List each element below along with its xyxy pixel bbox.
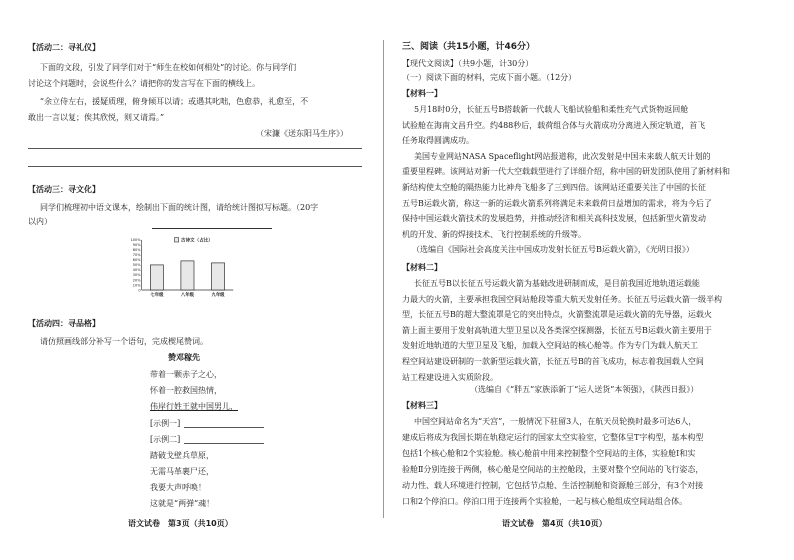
act2-intro-line: 讨论这个问题时，会说些什么？请把你的发言写在下面的横线上。 (28, 79, 260, 88)
body-line: 5月18时0分，长征五号B搭载新一代载人飞船试验船和柔性充气式货物返回舱 (414, 105, 689, 114)
legend-label: 古诗文（占比） (180, 238, 213, 244)
poem-line: 怀着一腔救国热情， (150, 386, 222, 395)
y-tick-label: 70% (132, 253, 141, 258)
sub-heading: 【现代文阅读】（共9小题，计30分） (402, 59, 534, 68)
body-line: 站工程建设进入实质阶段。 (402, 372, 498, 382)
act3-intro-line: 同学们梳理初中语文课本，绘制出下面的统计图，请给统计图拟写标题。（20字 (40, 203, 319, 212)
poem-line: 带着一颗赤子之心， (150, 370, 222, 379)
poem-line: 踏破戈壁兵草原， (150, 451, 214, 460)
body-line: 包括1个核心舱和2个实验舱。核心舱前中用来控制整个空间站的主体，实验舱Ⅰ和实 (402, 449, 696, 458)
act2-source: （宋濂《送东阳马生序》） (256, 129, 348, 138)
material-1-source: （选编自《国际社会高度关注中国成功发射长征五号B运载火箭》，《光明日报》） (412, 245, 694, 254)
act2-intro-line: 下面的文段，引发了同学们对于“师生在校如何相处”的讨论。你与同学们 (40, 63, 297, 72)
x-tick-label: 七年级 (150, 293, 164, 298)
material-1-heading: 【材料一】 (402, 89, 442, 98)
example-1-blank[interactable] (184, 427, 264, 428)
material-2-heading: 【材料二】 (402, 263, 442, 272)
legend-swatch (174, 238, 178, 242)
body-line: 长征五号B以长征五号运载火箭为基础改进研制而成，是目前我国近地轨道运载能 (414, 279, 700, 288)
y-tick-label: 90% (132, 243, 141, 248)
example-2-blank[interactable] (184, 443, 264, 444)
y-tick-label: 30% (132, 273, 141, 278)
bar (211, 263, 224, 290)
y-tick-label: 100% (130, 238, 141, 243)
example-2-label: [示例二] (150, 435, 181, 444)
act2-quote-line: “余立侍左右，援疑质理，俯身倾耳以请；或遇其叱咄，色愈恭，礼愈至，不 (40, 97, 309, 106)
body-line: 验舱Ⅱ分别连接于两侧，核心舱是空间站的主控舱段，主要对整个空间站的飞行姿态， (402, 465, 704, 474)
act4-heading: 【活动四：寻品格】 (28, 319, 100, 328)
bar-chart (122, 232, 242, 300)
body-line: 任务取得圆满成功。 (402, 136, 474, 146)
poem-title: 赞邓稼先 (168, 352, 200, 362)
act3-intro-line: 以内） (28, 217, 52, 226)
body-line: 口和2个停泊口。停泊口用于连接两个实验舱，一起与核心舱组成空间站组合体。 (402, 497, 688, 506)
act2-heading: 【活动二：寻礼仪】 (28, 43, 100, 52)
body-line: 试验舱在海南文昌升空。约488秒后，载荷组合体与火箭成功分离进入预定轨道，首飞 (402, 120, 706, 130)
y-tick-label: 20% (132, 278, 141, 283)
poem-line: 我要大声呼唤！ (150, 483, 206, 492)
act3-heading: 【活动三：寻文化】 (28, 185, 100, 194)
chart-title-line[interactable] (152, 228, 272, 229)
y-tick-label: 80% (132, 248, 141, 253)
x-tick-label: 九年级 (211, 293, 225, 298)
material-3-heading: 【材料三】 (402, 401, 442, 410)
section-heading: 三、阅读（共15小题，计46分） (402, 42, 536, 52)
example-1-label: [示例一] (150, 419, 181, 428)
body-line: 力最大的火箭，主要承担我国空间站舱段等重大航天发射任务。长征五号运载火箭一级半构 (402, 294, 722, 304)
body-line: 建成后将成为我国长期在轨稳定运行的国家太空实验室，它整体呈T字构型，基本构型 (402, 433, 704, 442)
page-4 (402, 0, 766, 560)
poem-line: 无需马革裹尸还， (150, 467, 214, 476)
y-tick-label: 50% (132, 263, 141, 268)
page-footer: 语文试卷 第4页（共10页） (502, 519, 607, 528)
body-line: 型，长征五号B的超大整流罩是它的突出特点，火箭整流罩是运载火箭的先导器，运载火 (402, 310, 712, 320)
poem-line-underlined: 伟岸行姓王就中国男儿， (150, 402, 238, 411)
y-tick-label: 40% (132, 268, 141, 273)
body-line: 美国专业网站NASA Spaceflight网站报道称，此次发射是中国未来载人航天计划的 (414, 151, 711, 161)
body-line: 重要里程碑。该网站对新一代大空载载型进行了详细介绍，称中国的研发团队使用了新材料和 (402, 167, 730, 177)
body-line: 机的开发、新的焊接技术、飞行控制系统的升级等。 (402, 229, 586, 239)
bar (181, 261, 194, 290)
body-line: 新结构使太空舱的隔热能力比神舟飞船多了三到四倍。该网站还重要关注了中国的长征 (402, 183, 706, 192)
y-tick-label: 0 (138, 288, 141, 293)
page-divider (383, 40, 384, 518)
act2-quote-line: 敢出一言以复；俟其欣悦，则又请焉。” (28, 113, 165, 122)
body-line: 箭上面主要用于发射高轨道大型卫星以及各类深空探测器，长征五号B运载火箭主要用于 (402, 325, 712, 335)
body-line: 五号B运载火箭，称这一新的运载火箭系列将满足未来载荷日益增加的需求，将为今后了 (402, 198, 712, 208)
bar (150, 265, 163, 290)
body-line: 保持中国运载火箭技术的发展趋势，并推动经济和相关高科技发展，包括新型火箭发动 (402, 214, 706, 224)
body-line: 中国空间站命名为“天宫”，一般情况下驻留3人，在航天员轮换时最多可达6人， (414, 417, 697, 426)
y-tick-label: 60% (132, 258, 141, 263)
material-2-source: （选编自《“胖五”家族添新丁“运人送货”本领强》，《陕西日报》） (470, 385, 699, 394)
body-line: 发射近地轨道的大型卫星及飞船，加载入空间站的核心舱等。作为专门为载人航天工 (402, 341, 698, 351)
poem-line: 这就是“两弹”魂！ (150, 499, 215, 508)
question-intro: （一）阅读下面的材料，完成下面小题。（12分） (402, 73, 577, 82)
answer-line[interactable] (28, 166, 362, 167)
page-3 (28, 0, 364, 560)
page-footer: 语文试卷 第3页（共10页） (128, 519, 233, 528)
x-tick-label: 八年级 (180, 293, 195, 298)
y-tick-label: 10% (132, 283, 141, 288)
body-line: 动力性、载人环境进行控制，它包括节点舱、生活控制舱和资源舱三部分，有3个对接 (402, 481, 704, 490)
answer-line[interactable] (28, 148, 362, 149)
act4-intro: 请仿照画线部分补写一个语句，完成楔尾赞词。 (40, 337, 208, 346)
body-line: 程空间站建设研制的一款新型运载火箭，长征五号B的首飞成功，标志着我国载人空间 (402, 357, 704, 366)
